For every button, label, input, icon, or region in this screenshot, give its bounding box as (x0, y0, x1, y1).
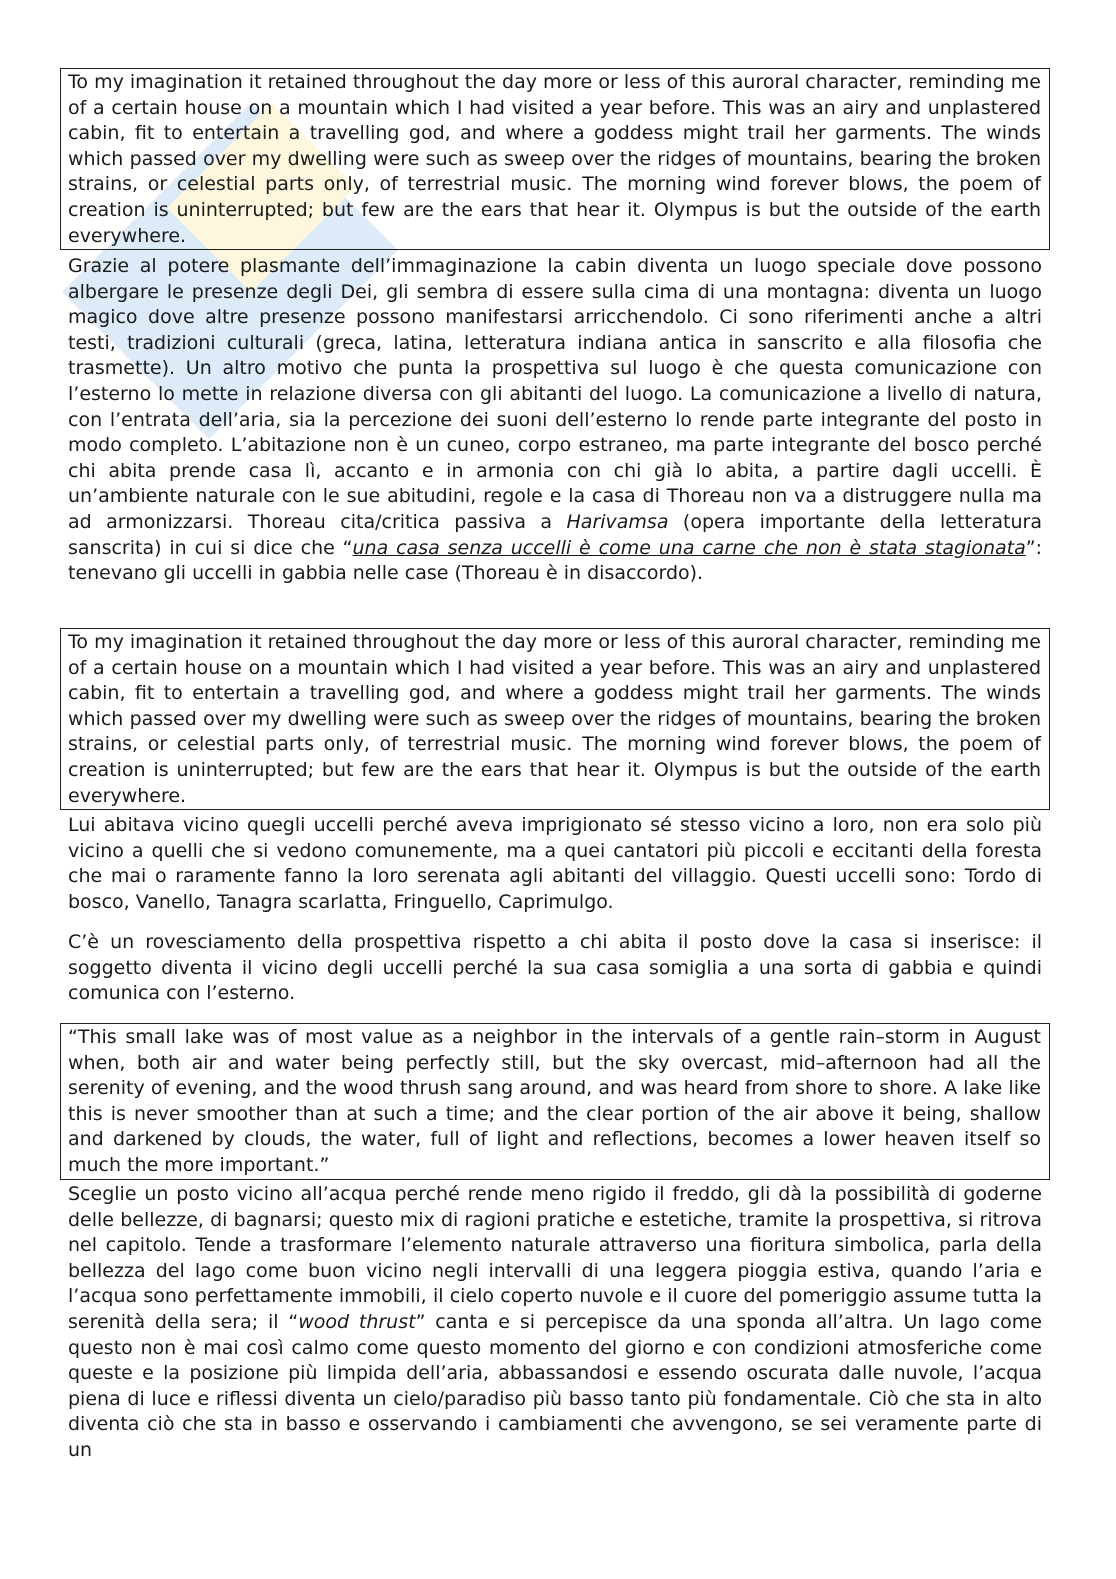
work-title: Harivamsa (566, 510, 669, 533)
paragraph-text: Lui abitava vicino quegli uccelli perché aveva imprigionato sé stesso vicino a loro, non era solo più vicino a quelli che si vedono comunemente, ma a quei cantatori più piccoli e eccitanti della foresta che mai o raramente fanno la loro serenata agli abitanti del villaggio. Questi uccelli sono: Tordo di bosco, Vanello, Tanagra scarlatta, Fringuello, Caprimulgo. (68, 814, 1042, 913)
quote-box-2 (60, 628, 1050, 810)
paragraph-text: ”: tenevano gli uccelli in gabbia nelle case (Thoreau è in disaccordo). (68, 536, 1042, 585)
quote-text: “This small lake was of most value as a neighbor in the intervals of a gentle rain–storm in August when, both air and water being perfectly still, but the sky overcast, mid–afternoon had all the serenity of evening, and the wood thrush sang around, and was heard from shore to shore. A lake like this is never smoother than at such a time; and the clear portion of the air above it being, shallow and darkened by clouds, the water, full of light and reflections, becomes a lower heaven itself so much the more important.” (68, 1026, 1041, 1176)
paragraph-3 (60, 930, 1050, 1007)
citation: una casa senza uccelli è come una carne che non è stata stagionata (352, 536, 1026, 559)
paragraph-4 (60, 1182, 1050, 1464)
quote-box-3 (60, 1023, 1050, 1180)
quote-text: To my imagination it retained throughout the day more or less of this auroral character, reminding me of a certain house on a mountain which I had visited a year before. This was an airy and unplastered cabin, fit to entertain a travelling god, and where a goddess might trail her garments. The winds which passed over my dwelling were such as sweep over the ridges of mountains, bearing the broken strains, or celestial parts only, of terrestrial music. The morning wind forever blows, the poem of creation is uninterrupted; but few are the ears that hear it. Olympus is but the outside of the earth everywhere. (68, 631, 1041, 807)
paragraph-text: ” canta e si percepisce da una sponda all’altra. Un lago come questo non è mai così calmo come questo momento del giorno e con condizioni atmosferiche come queste e la posizione più limpida dell’aria, abbassandosi e essendo oscurata dalle nuvole, l’acqua piena di luce e riflessi diventa un cielo/paradiso più basso tanto più fondamentale. Ciò che sta in alto diventa ciò che sta in basso e osservando i cambiamenti che avvengono, se sei veramente parte di un (68, 1310, 1042, 1461)
paragraph-2 (60, 813, 1050, 915)
paragraph-text: C’è un rovesciamento della prospettiva rispetto a chi abita il posto dove la casa si inserisce: il soggetto diventa il vicino degli uccelli perché la sua casa somiglia a una sorta di gabbia e quindi comunica con l’esterno. (68, 931, 1042, 1005)
paragraph-1 (60, 254, 1050, 587)
quote-text: To my imagination it retained throughout the day more or less of this auroral character, reminding me of a certain house on a mountain which I had visited a year before. This was an airy and unplastered cabin, fit to entertain a travelling god, and where a goddess might trail her garments. The winds which passed over my dwelling were such as sweep over the ridges of mountains, bearing the broken strains, or celestial parts only, of terrestrial music. The morning wind forever blows, the poem of creation is uninterrupted; but few are the ears that hear it. Olympus is but the outside of the earth everywhere. (68, 71, 1041, 247)
paragraph-text: (opera importante della letteratura sanscrita) in cui si dice che “ (68, 510, 1042, 559)
paragraph-text: Grazie al potere plasmante dell’immaginazione la cabin diventa un luogo speciale dove possono albergare le presenze degli Dei, gli sembra di essere sulla cima di una montagna: diventa un luogo magico dove altre presenze possono manifestarsi arricchendolo. Ci sono riferimenti anche a altri testi, tradizioni culturali (greca, latina, letteratura indiana antica in sanscrito e alla filosofia che trasmette). Un altro motivo che punta la prospettiva sul luogo è che questa comunicazione con l’esterno lo mette in relazione diversa con gli abitanti del luogo. La comunicazione a livello di natura, con l’entrata dell’aria, sia la percezione dei suoni dell’esterno lo rende parte integrante del posto in modo completo. L’abitazione non è un cuneo, corpo estraneo, ma parte integrante del bosco perché chi abita prende casa lì, accanto e in armonia con chi già lo abita, a partire dagli uccelli. È un’ambiente naturale con le sue abitudini, regole e la casa di Thoreau non va a distruggere nulla ma ad armonizzarsi. Thoreau cita/critica passiva a (68, 255, 1042, 533)
italic-term: wood thrust (298, 1310, 416, 1333)
quote-box-1 (60, 68, 1050, 250)
paragraph-text: Sceglie un posto vicino all’acqua perché rende meno rigido il freddo, gli dà la possibilità di goderne delle bellezze, di bagnarsi; questo mix di ragioni pratiche e estetiche, tramite la prospettiva, si ritrova nel capitolo. Tende a trasformare l’elemento naturale attraverso una fioritura simbolica, parla della bellezza del lago come buon vicino negli intervalli di una leggera pioggia estiva, quando l’aria e l’acqua sono perfettamente immobili, il cielo coperto nuvole e il cuore del pomeriggio assume tutta la serenità della sera; il “ (68, 1183, 1042, 1333)
